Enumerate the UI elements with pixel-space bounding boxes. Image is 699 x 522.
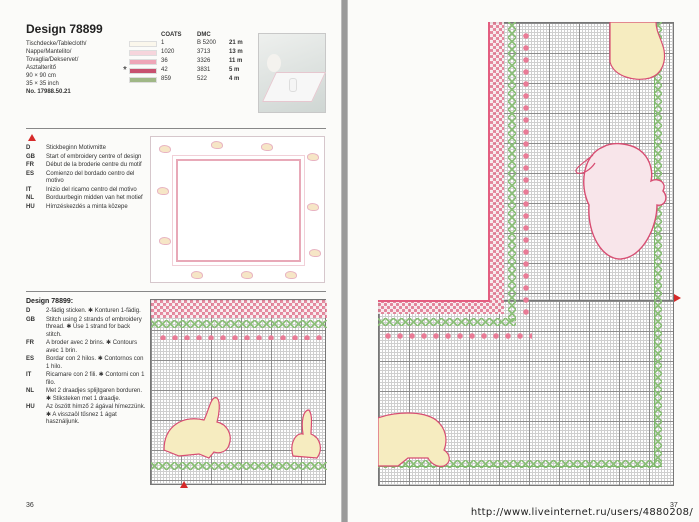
page-number-left: 36	[26, 502, 34, 509]
coats-number: 1	[161, 40, 165, 46]
language-code: NL	[26, 195, 34, 201]
language-text: Borduurbegin midden van het motief	[46, 195, 143, 201]
language-text: A broder avec 2 brins. ✱ Contours avec 1 brin.	[46, 340, 138, 354]
color-swatch	[129, 77, 157, 83]
color-swatch	[129, 50, 157, 56]
bunny-outline-small	[287, 404, 325, 462]
right-page	[347, 0, 699, 522]
spec-line: 90 × 90 cm	[26, 73, 56, 79]
design-specs	[26, 40, 121, 96]
border-line	[378, 300, 490, 302]
spec-line: Asztalterítő	[26, 65, 57, 71]
checkered-border	[151, 300, 327, 318]
spec-line: Tischdecke/Tablecloth/	[26, 41, 87, 47]
tablecloth-photo	[258, 33, 326, 113]
checkered-border	[378, 300, 504, 314]
backstitch-symbol-icon: *	[123, 65, 127, 76]
spec-line: Nappe/Mantelito/	[26, 49, 72, 55]
bunny-outline-large	[159, 390, 239, 460]
language-item	[26, 317, 146, 340]
bunny-motif	[159, 145, 171, 153]
language-text: 2-fädig sticken. ✱ Konturen 1-fädig.	[46, 308, 141, 314]
language-code: IT	[26, 372, 32, 378]
language-code: IT	[26, 186, 32, 193]
start-centre-list	[26, 145, 146, 212]
language-item	[26, 195, 146, 203]
divider-line	[26, 291, 326, 292]
language-item	[26, 145, 146, 153]
language-code: ES	[26, 356, 35, 362]
language-item	[26, 308, 146, 316]
legend-row	[127, 76, 257, 84]
zigzag-border	[508, 22, 516, 322]
dmc-number: 3831	[197, 67, 211, 73]
language-code: NL	[26, 388, 34, 394]
bunny-outline-middle	[573, 135, 673, 265]
legend-row	[123, 65, 257, 76]
start-marker-icon	[28, 134, 36, 141]
legend-header-dmc: DMC	[197, 32, 211, 38]
bunny-motif	[159, 237, 171, 245]
left-page	[0, 0, 342, 522]
chart-grid-left	[150, 299, 326, 485]
instructions-list	[26, 308, 146, 428]
language-text: Az öszött hímző 2 ágával hímezzünk. ✱ A visszaöl tűsnez 1 ágat használjunk.	[46, 404, 146, 425]
language-text: Hímzéskezdés a minta közepe	[46, 203, 128, 210]
bunny-motif	[307, 203, 319, 211]
language-text: Met 2 draadjes splijtgaren borduren. ✱ Stiksteken met 1 draadje.	[46, 388, 143, 402]
language-text: Start of embroidery centre of design	[46, 153, 142, 160]
language-code: GB	[26, 153, 35, 160]
legend-row	[127, 58, 257, 66]
coats-number: 42	[161, 67, 168, 73]
language-item	[26, 162, 146, 170]
design-instructions-heading: Design 78899:	[26, 298, 74, 305]
language-item	[26, 171, 146, 186]
bunny-motif	[241, 271, 253, 279]
dmc-number: B 5200	[197, 40, 217, 46]
spec-line: 35 × 35 inch	[26, 81, 59, 87]
color-swatch	[129, 59, 157, 65]
language-code: HU	[26, 203, 35, 210]
language-code: FR	[26, 162, 34, 168]
design-preview	[150, 136, 325, 283]
watermark-url: http://www.liveinternet.ru/users/4880208/	[470, 507, 693, 518]
bunny-motif	[191, 271, 203, 279]
color-swatch	[129, 68, 157, 74]
article-number: No. 17988.50.21	[26, 89, 71, 95]
flower-border	[157, 332, 327, 340]
language-text: Stickbeginn Motivmitte	[46, 145, 107, 151]
language-code: D	[26, 145, 31, 151]
bunny-motif	[307, 153, 319, 161]
thread-length: 13 m	[229, 49, 243, 55]
thread-length: 11 m	[229, 58, 243, 64]
language-item	[26, 388, 146, 403]
legend-row	[127, 40, 257, 48]
bunny-figurine	[267, 54, 281, 72]
language-item	[26, 204, 146, 212]
dmc-number: 3713	[197, 49, 211, 55]
bunny-outline-bottom	[378, 410, 458, 472]
zigzag-border	[151, 320, 327, 328]
language-code: GB	[26, 316, 35, 323]
thread-length: 21 m	[229, 40, 243, 46]
checkered-border	[490, 22, 504, 302]
language-item	[26, 187, 146, 195]
bunny-motif	[285, 271, 297, 279]
language-text: Début de la broderie centre du motif	[46, 162, 142, 168]
bunny-outline-top	[606, 22, 670, 84]
page-number-right: 37	[670, 502, 678, 509]
design-title: Design 78899	[26, 22, 103, 36]
thread-length: 5 m	[229, 67, 240, 73]
bunny-motif	[211, 141, 223, 149]
language-item	[26, 154, 146, 162]
divider-line	[26, 128, 326, 129]
language-text: Stitch using 2 strands of embroidery thread. ✱ Use 1 strand for back stitch.	[46, 316, 142, 338]
language-text: Bordar con 2 hilos. ✱ Contornos con 1 hilo.	[46, 356, 144, 370]
dmc-number: 3326	[197, 58, 211, 64]
language-text: Comienzo del bordado centro del motivo	[46, 170, 135, 184]
language-item	[26, 372, 146, 387]
color-swatch	[129, 41, 157, 47]
start-marker-icon	[180, 481, 188, 488]
language-item	[26, 356, 146, 371]
bunny-motif	[309, 249, 321, 257]
flower-border	[520, 30, 530, 320]
language-item	[26, 404, 146, 427]
vase-shape	[289, 78, 297, 92]
flower-border	[382, 330, 532, 340]
coats-number: 36	[161, 58, 168, 64]
spec-line: Tovaglia/Dekservet/	[26, 57, 79, 63]
coats-number: 1020	[161, 49, 175, 55]
language-text: Ricamare con 2 fili. ✱ Contorni con 1 filo.	[46, 372, 145, 386]
start-marker-icon	[674, 294, 681, 302]
language-code: D	[26, 308, 31, 314]
language-code: FR	[26, 340, 34, 346]
legend-row	[127, 49, 257, 57]
bunny-motif	[261, 143, 273, 151]
language-code: HU	[26, 404, 35, 410]
language-text: Inizio del ricamo centro del motivo	[46, 186, 137, 193]
border-line	[488, 22, 490, 302]
legend-header-coats: COATS	[161, 32, 182, 38]
preview-frame	[176, 159, 301, 262]
language-item	[26, 340, 146, 355]
zigzag-border	[151, 462, 327, 470]
dmc-number: 522	[197, 76, 208, 82]
bunny-motif	[157, 187, 169, 195]
zigzag-border	[378, 318, 516, 326]
thread-length: 4 m	[229, 76, 240, 82]
language-code: ES	[26, 170, 35, 177]
coats-number: 859	[161, 76, 172, 82]
